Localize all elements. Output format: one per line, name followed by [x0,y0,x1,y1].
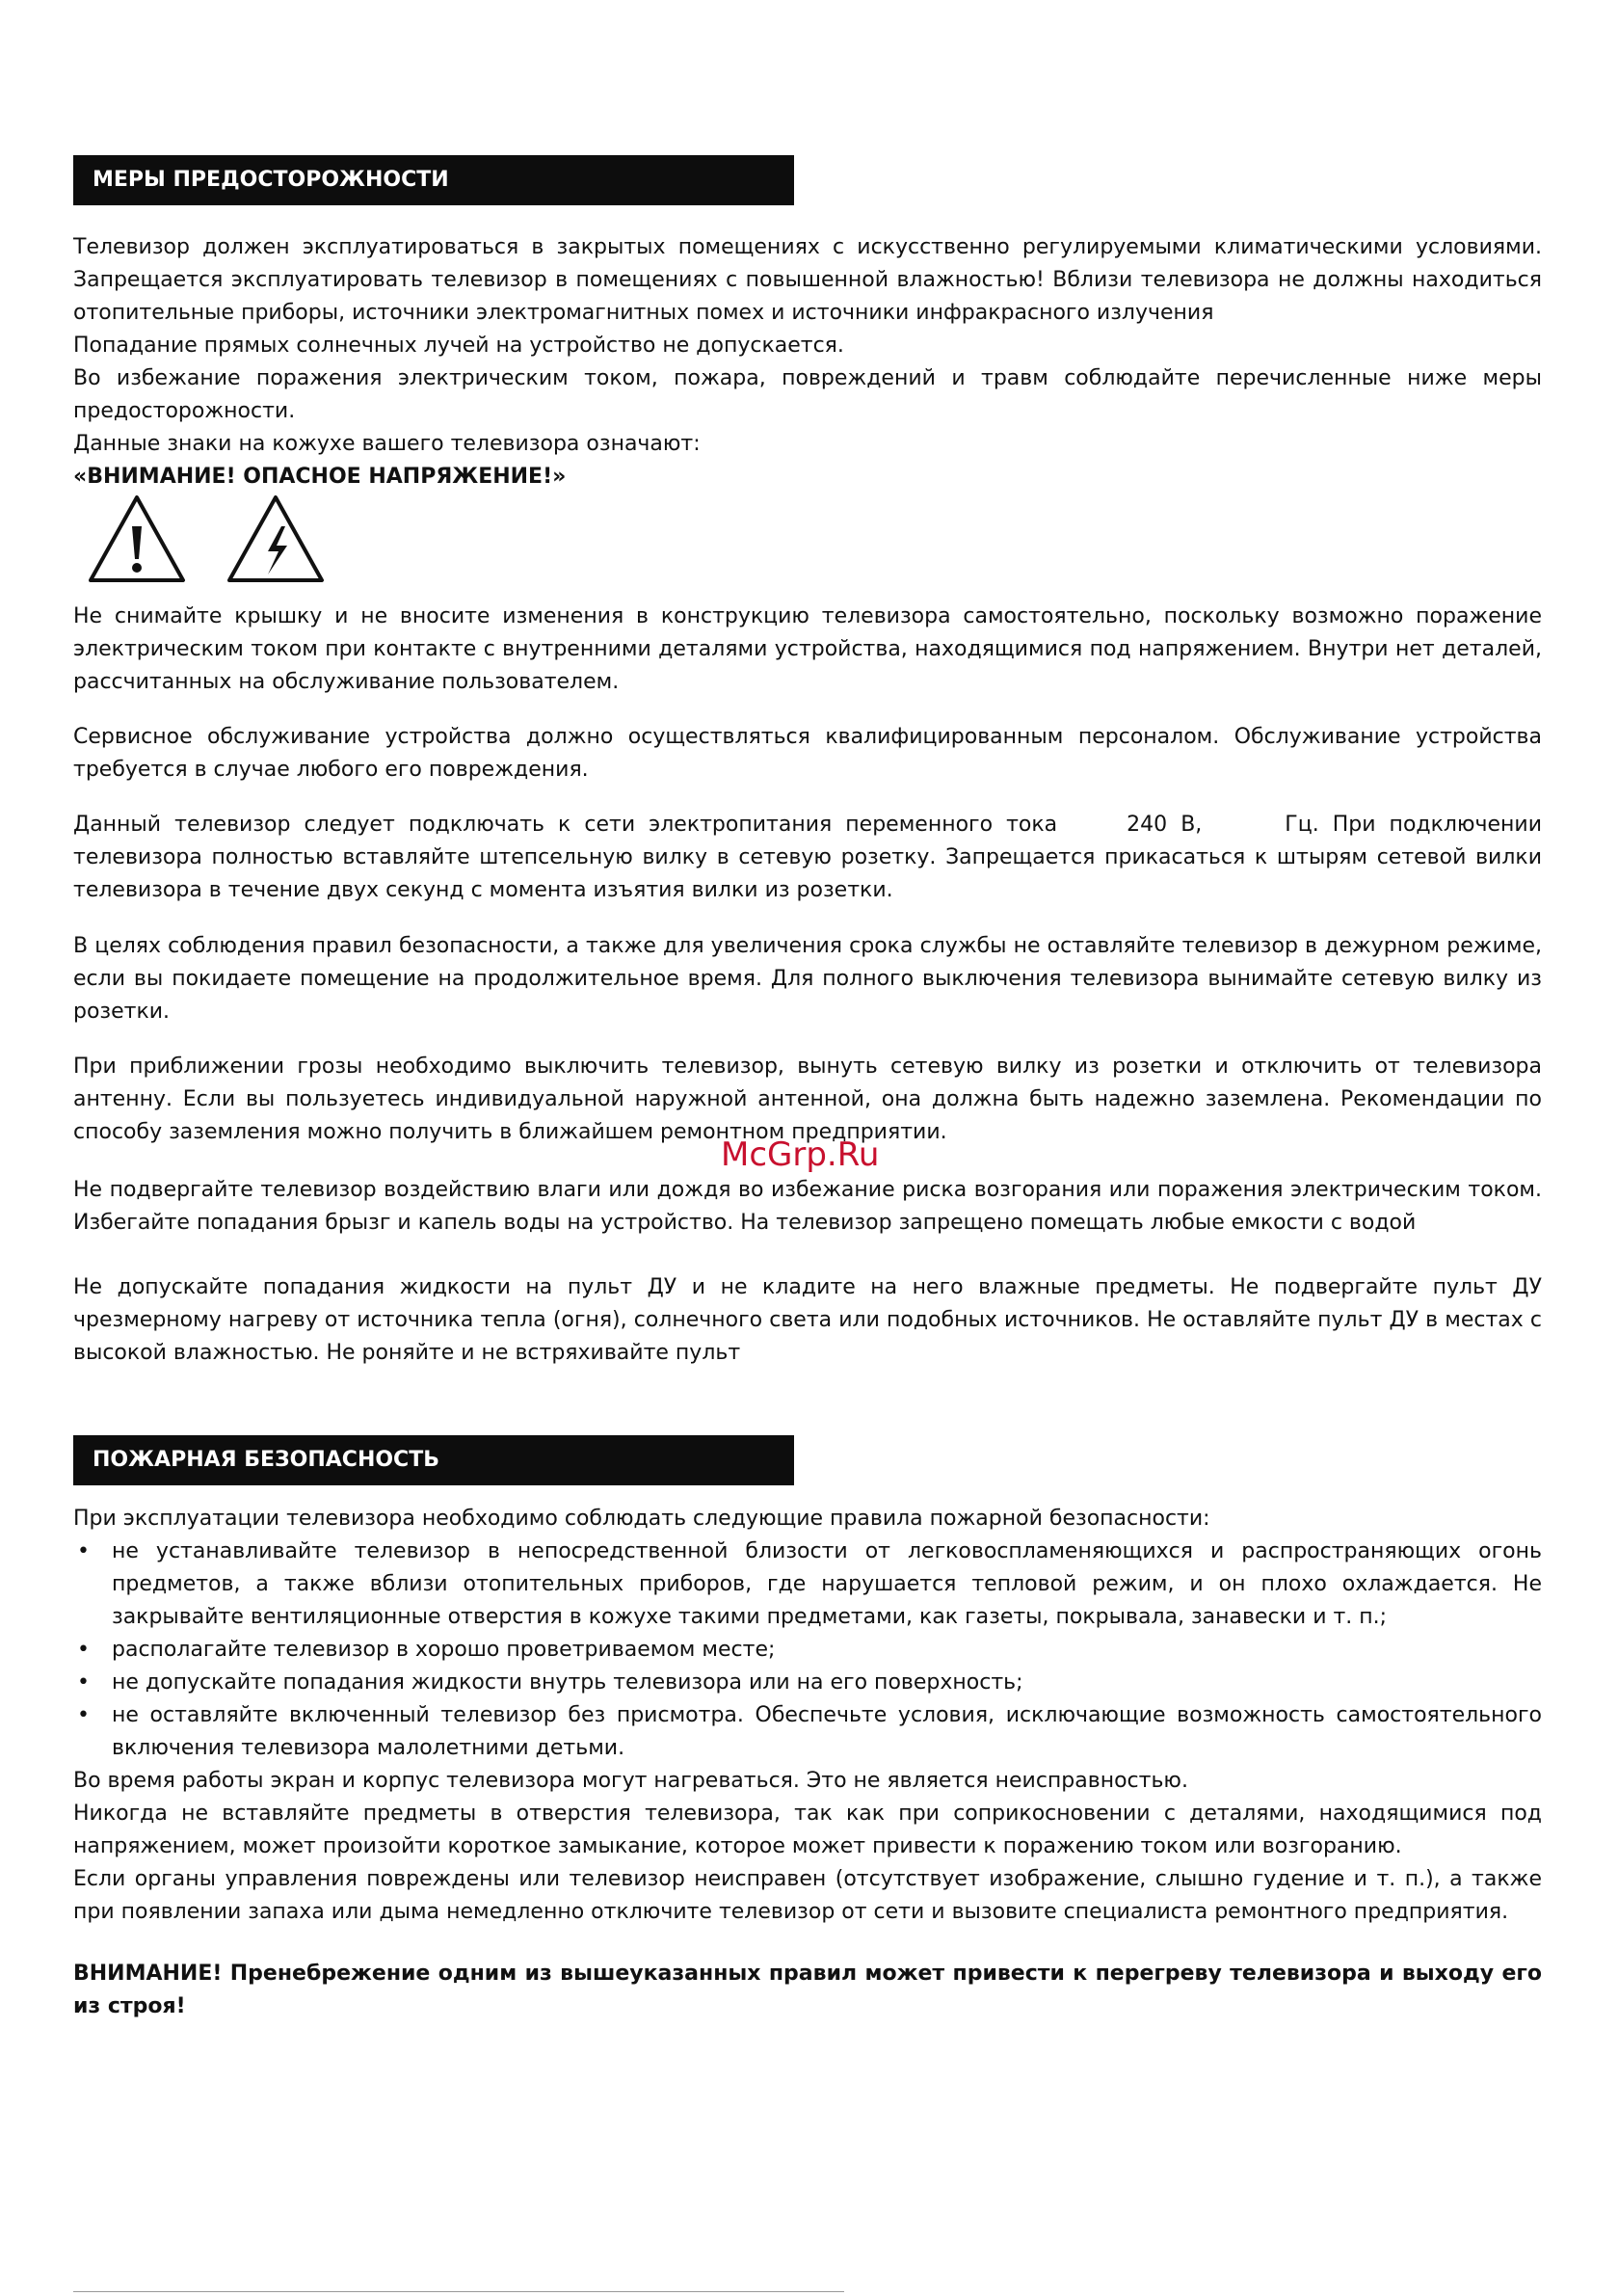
paragraph-storm [73,1051,1542,1149]
fire-safety-content [73,1503,1542,1929]
intro-paragraph-sunlight: Попадание прямых солнечных лучей на устройство не допускается. [73,334,844,358]
fire-safety-list [73,1535,1542,1765]
warning-icons [87,492,337,588]
paragraph-standby [73,930,1542,1028]
section-heading-precautions: МЕРЫ ПРЕДОСТОРОЖНОСТИ [73,155,794,205]
paragraph-service [73,721,1542,787]
list-item: • не допускайте попадания жидкости внутрь телевизора или на его поверхность; [73,1667,1542,1699]
paragraph-moisture-text: Не подвергайте телевизор воздействию влаги или дождя во избежание риска возгорания или поражения электрическим током. Избегайте попадания брызг и капель воды на устройство. На телевизор запрещено помещать любые емкости с водой [73,1178,1542,1235]
paragraph-moisture [73,1174,1542,1240]
paragraph-cover [73,601,1542,699]
paragraph-remote [73,1271,1542,1370]
paragraph-malfunction: Если органы управления повреждены или телевизор неисправен (отсутствует изображение, слышно гудение и т. п.), а также при появлении запаха или дыма немедленно отключите телевизор от сети и вызовите специалиста ремонтного предприятия. [73,1867,1542,1924]
power-text-part-a: Данный телевизор следует подключать к сети электропитания переменного тока [73,813,1058,837]
paragraph-cover-text: Не снимайте крышку и не вносите изменения в конструкцию телевизора самостоятельно, поскольку возможно поражение электрическим током при контакте с внутренними деталями устройства, находящимися под напряжением. Внутри нет деталей, рассчитанных на обслуживание пользователем. [73,604,1542,694]
final-warning [73,1958,1542,2023]
paragraph-power [73,809,1542,907]
final-warning-text: ВНИМАНИЕ! Пренебрежение одним из вышеуказанных правил может привести к перегреву телевизора и выходу его из строя! [73,1962,1542,2018]
power-voltage: 240 В, [1127,813,1203,837]
list-item: • не оставляйте включенный телевизор без присмотра. Обеспечьте условия, исключающие возможность самостоятельного включения телевизора малолетними детьми. [73,1699,1542,1765]
exclamation-warning-icon [91,497,183,580]
list-item: • не устанавливайте телевизор в непосредственной близости от легковоспламеняющихся и распространяющих огонь предметов, а также вблизи отопительных приборов, где нарушается тепловой режим, и он плохо охлаждается. Не закрывайте вентиляционные отверстия в кожухе такими предметами, как газеты, покрывала, занавески и т. п.; [73,1535,1542,1634]
fire-safety-intro: При эксплуатации телевизора необходимо соблюдать следующие правила пожарной безопасности: [73,1507,1210,1531]
precautions-intro [73,231,1542,494]
power-text-part-b: Гц. При подключении телевизора полностью вставляйте штепсельную вилку в сетевую розетку. Запрещается прикасаться к штырям сетевой вилки телевизора в течение двух секунд с момента изъятия вилки из розетки. [73,813,1542,902]
section-heading-fire-safety: ПОЖАРНАЯ БЕЗОПАСНОСТЬ [73,1435,794,1485]
paragraph-remote-text: Не допускайте попадания жидкости на пульт ДУ и не кладите на него влажные предметы. Не подвергайте пульт ДУ чрезмерному нагреву от источника тепла (огня), солнечного света или подобных источников. Не оставляйте пульт ДУ в местах с высокой влажностью. Не роняйте и не встряхивайте пульт [73,1275,1542,1365]
paragraph-storm-text: При приближении грозы необходимо выключить телевизор, вынуть сетевую вилку из розетки и отключить от телевизора антенну. Если вы пользуетесь индивидуальной наружной антенной, она должна быть надежно заземлена. Рекомендации по способу заземления можно получить в ближайшем ремонтном предприятии. [73,1055,1542,1144]
electric-shock-warning-icon [229,497,322,580]
warning-title: «ВНИМАНИЕ! ОПАСНОЕ НАПРЯЖЕНИЕ!» [73,465,567,489]
paragraph-service-text: Сервисное обслуживание устройства должно осуществляться квалифицированным персоналом. Обслуживание устройства требуется в случае любого его повреждения. [73,725,1542,782]
paragraph-heating: Во время работы экран и корпус телевизора могут нагреваться. Это не является неисправностью. [73,1769,1188,1793]
intro-paragraph-climate: Телевизор должен эксплуатироваться в закрытых помещениях с искусственно регулируемыми климатическими условиями. Запрещается эксплуатировать телевизор в помещениях с повышенной влажностью! Вблизи телевизора не должны находиться отопительные приборы, источники электромагнитных помех и источники инфракрасного излучения [73,235,1542,325]
paragraph-power-text [73,809,1542,907]
watermark: McGrp.Ru [721,1135,880,1174]
list-item: • располагайте телевизор в хорошо проветриваемом месте; [73,1634,1542,1667]
intro-paragraph-signs: Данные знаки на кожухе вашего телевизора означают: [73,432,701,456]
footer-divider [73,2291,844,2292]
intro-paragraph-safety: Во избежание поражения электрическим током, пожара, повреждений и травм соблюдайте перечисленные ниже меры предосторожности. [73,366,1542,423]
paragraph-standby-text: В целях соблюдения правил безопасности, а также для увеличения срока службы не оставляйте телевизор в дежурном режиме, если вы покидаете помещение на продолжительное время. Для полного выключения телевизора вынимайте сетевую вилку из розетки. [73,934,1542,1024]
paragraph-objects: Никогда не вставляйте предметы в отверстия телевизора, так как при соприкосновении с деталями, находящимися под напряжением, может произойти короткое замыкание, которое может привести к поражению током или возгоранию. [73,1802,1542,1858]
